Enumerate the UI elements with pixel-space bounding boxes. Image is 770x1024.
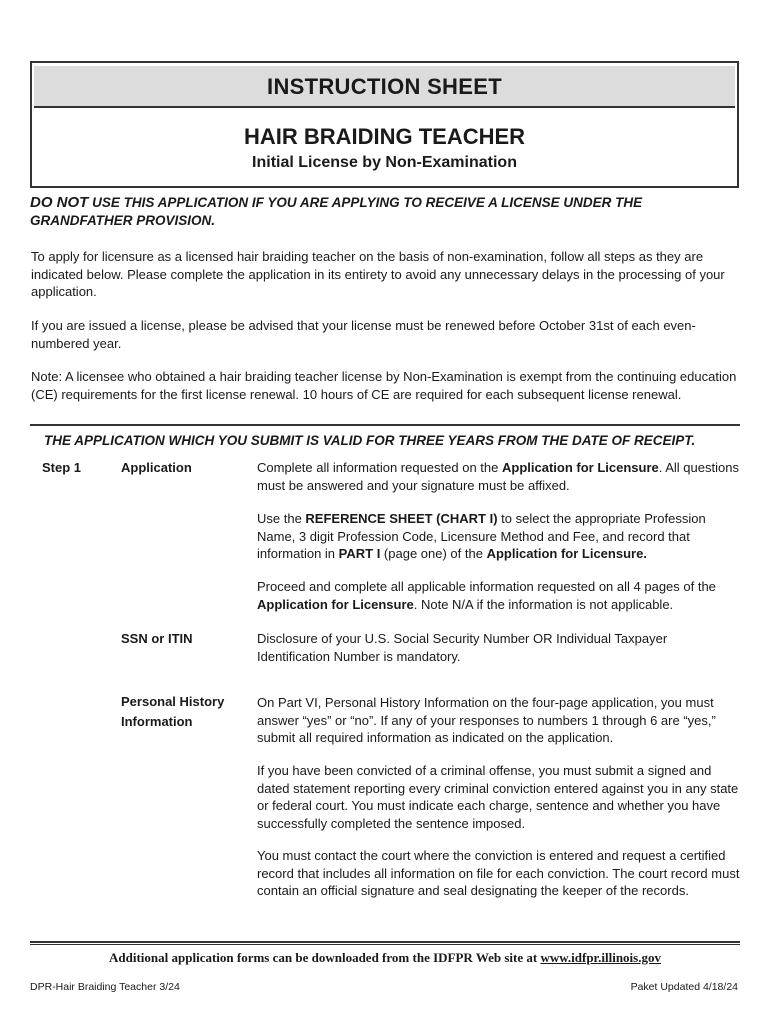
history-paragraph-1: On Part VI, Personal History Information on the four-page application, you must answer “yes” or “no”. If any of your responses to numbers 1 through 6 are “yes,” submit all required information as indicated on the application. xyxy=(257,695,716,745)
intro-paragraph-3: Note: A licensee who obtained a hair braiding teacher license by Non-Examination is exempt from the continuing education (CE) requirements for the first license renewal. 10 hours of CE are required for each subsequent license renewal. xyxy=(31,369,737,402)
application-paragraph-2: Use the REFERENCE SHEET (CHART I) to select the appropriate Profession Name, 3 digit Profession Code, Licensure Method and Fee, and record that information in PART I (page one) of the Application for Licensure. xyxy=(257,511,706,561)
download-note: Additional application forms can be downloaded from the IDFPR Web site at www.idfpr.illinois.gov xyxy=(109,950,661,965)
history-paragraph-3: You must contact the court where the conviction is entered and request a certified record that includes all information on file for each conviction. The court record must contain an official signature and seal designating the keeper of the records. xyxy=(257,848,740,898)
warning-line1: USE THIS APPLICATION IF YOU ARE APPLYING TO RECEIVE A LICENSE UNDER THE xyxy=(88,195,643,210)
footer-rule-bottom xyxy=(30,944,740,945)
personal-history-label: Personal History Information xyxy=(121,694,225,729)
divider xyxy=(30,424,740,426)
idfpr-link[interactable]: www.idfpr.illinois.gov xyxy=(540,950,661,965)
warning-lead: DO NOT xyxy=(30,194,89,211)
intro-paragraph-1: To apply for licensure as a licensed hair braiding teacher on the basis of non-examination, follow all steps as they are indicated below. Please complete the application in its entirety to avoid any unnecessary delays in the processing of your application. xyxy=(31,249,725,299)
instruction-heading: INSTRUCTION SHEET xyxy=(267,74,502,99)
footer-rule-top xyxy=(30,941,740,943)
ssn-label: SSN or ITIN xyxy=(121,631,193,646)
step-label: Step 1 xyxy=(42,460,82,475)
history-paragraph-2: If you have been convicted of a criminal offense, you must submit a signed and dated statement reporting every criminal conviction entered against you in any state or federal court. You must indicate each charge, sentence and whether you have successfully completed the sentence imposed. xyxy=(257,763,739,831)
application-paragraph-1: Complete all information requested on the Application for Licensure. All questions must be answered and your signature must be affixed. xyxy=(257,460,739,493)
packet-updated: Paket Updated 4/18/24 xyxy=(630,981,738,993)
document-title: HAIR BRAIDING TEACHER xyxy=(243,124,526,149)
document-subtitle: Initial License by Non-Examination xyxy=(252,154,517,171)
warning-line2: GRANDFATHER PROVISION. xyxy=(30,213,216,228)
validity-notice: THE APPLICATION WHICH YOU SUBMIT IS VALID FOR THREE YEARS FROM THE DATE OF RECEIPT. xyxy=(44,433,696,448)
intro-paragraph-2: If you are issued a license, please be advised that your license must be renewed before October 31st of each even-numbered year. xyxy=(31,318,696,351)
application-paragraph-3: Proceed and complete all applicable information requested on all 4 pages of the Application for Licensure. Note N/A if the information is not applicable. xyxy=(257,579,716,612)
grandfather-warning xyxy=(30,194,740,230)
application-label: Application xyxy=(121,460,192,475)
form-number: DPR-Hair Braiding Teacher 3/24 xyxy=(30,981,180,993)
ssn-text: Disclosure of your U.S. Social Security Number OR Individual Taxpayer Identification Number is mandatory. xyxy=(257,631,668,664)
